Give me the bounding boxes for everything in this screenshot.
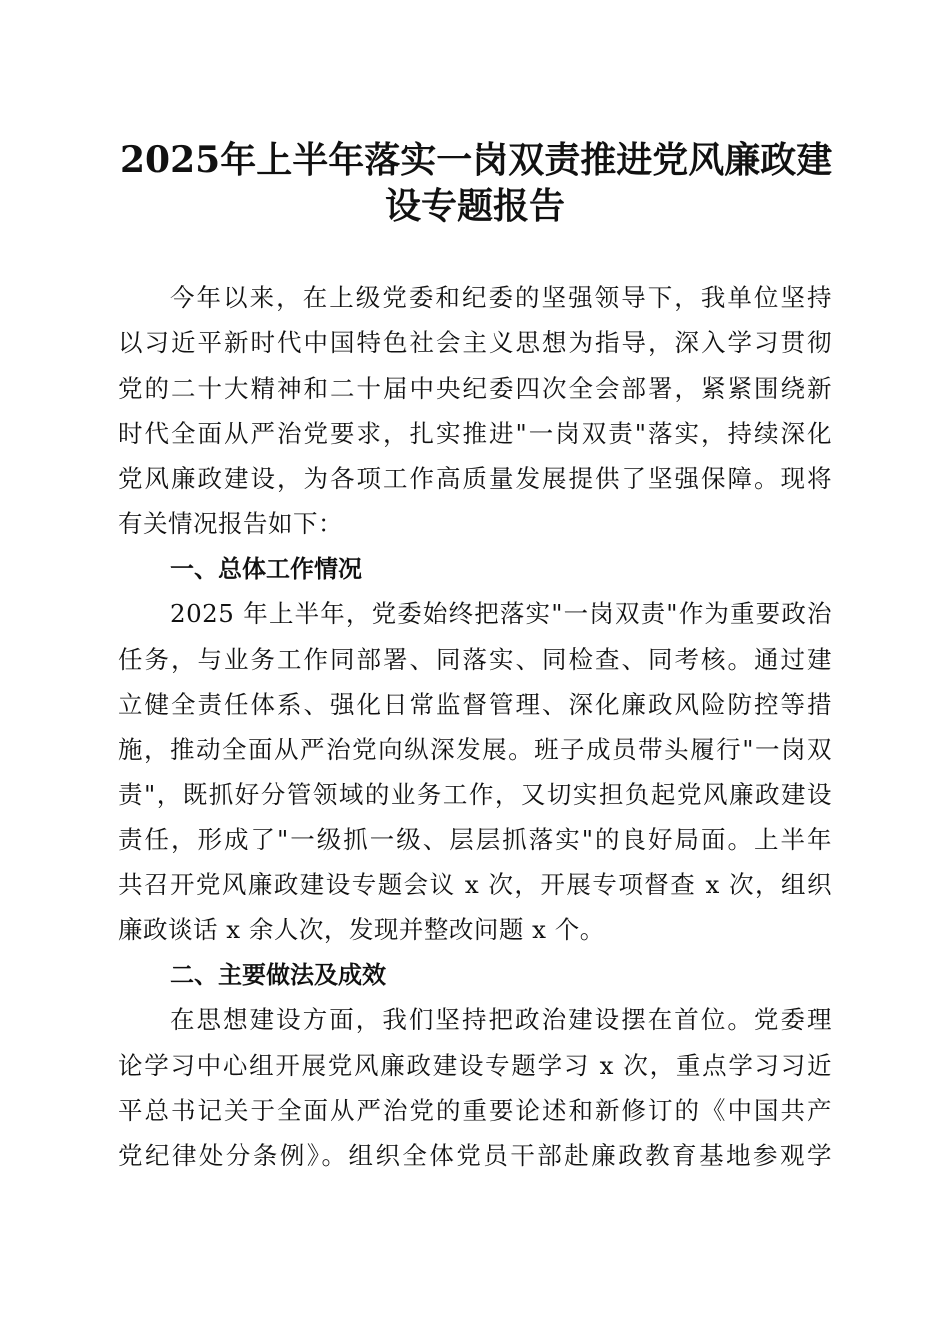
section1-line: 2025 年上半年，党委始终把落实"一岗双责"作为重要政治 — [170, 599, 832, 628]
section2-line: 党纪律处分条例》。组织全体党员干部赴廉政教育基地参观学 — [118, 1141, 832, 1170]
section-heading-overall: 一、总体工作情况 — [170, 555, 362, 583]
section1-line: 共召开党风廉政建设专题会议 x 次，开展专项督查 x 次，组织 — [118, 870, 832, 899]
intro-line: 有关情况报告如下： — [118, 509, 343, 538]
section1-line: 施，推动全面从严治党向纵深发展。班子成员带头履行"一岗双 — [118, 735, 832, 764]
section1-line: 立健全责任体系、强化日常监督管理、深化廉政风险防控等措 — [118, 690, 832, 719]
intro-line: 以习近平新时代中国特色社会主义思想为指导，深入学习贯彻 — [118, 328, 832, 357]
section1-line: 责任，形成了"一级抓一级、层层抓落实"的良好局面。上半年 — [118, 825, 832, 854]
intro-line: 时代全面从严治党要求，扎实推进"一岗双责"落实，持续深化 — [118, 419, 832, 448]
intro-line: 今年以来，在上级党委和纪委的坚强领导下，我单位坚持 — [170, 283, 832, 312]
section-heading-practices: 二、主要做法及成效 — [170, 961, 386, 989]
intro-line: 党风廉政建设，为各项工作高质量发展提供了坚强保障。现将 — [118, 464, 832, 493]
section1-line: 廉政谈话 x 余人次，发现并整改问题 x 个。 — [118, 915, 605, 944]
section2-line: 论学习中心组开展党风廉政建设专题学习 x 次，重点学习习近 — [118, 1051, 832, 1080]
section2-line: 平总书记关于全面从严治党的重要论述和新修订的《中国共产 — [118, 1096, 832, 1125]
section1-line: 任务，与业务工作同部署、同落实、同检查、同考核。通过建 — [118, 645, 832, 674]
intro-line: 党的二十大精神和二十届中央纪委四次全会部署，紧紧围绕新 — [118, 374, 832, 403]
section2-line: 在思想建设方面，我们坚持把政治建设摆在首位。党委理 — [170, 1005, 832, 1034]
document-title-line-2: 设专题报告 — [384, 185, 565, 227]
document-title-line-1: 2025年上半年落实一岗双责推进党风廉政建 — [120, 139, 833, 181]
section1-line: 责"，既抓好分管领域的业务工作，又切实担负起党风廉政建设 — [118, 780, 832, 809]
